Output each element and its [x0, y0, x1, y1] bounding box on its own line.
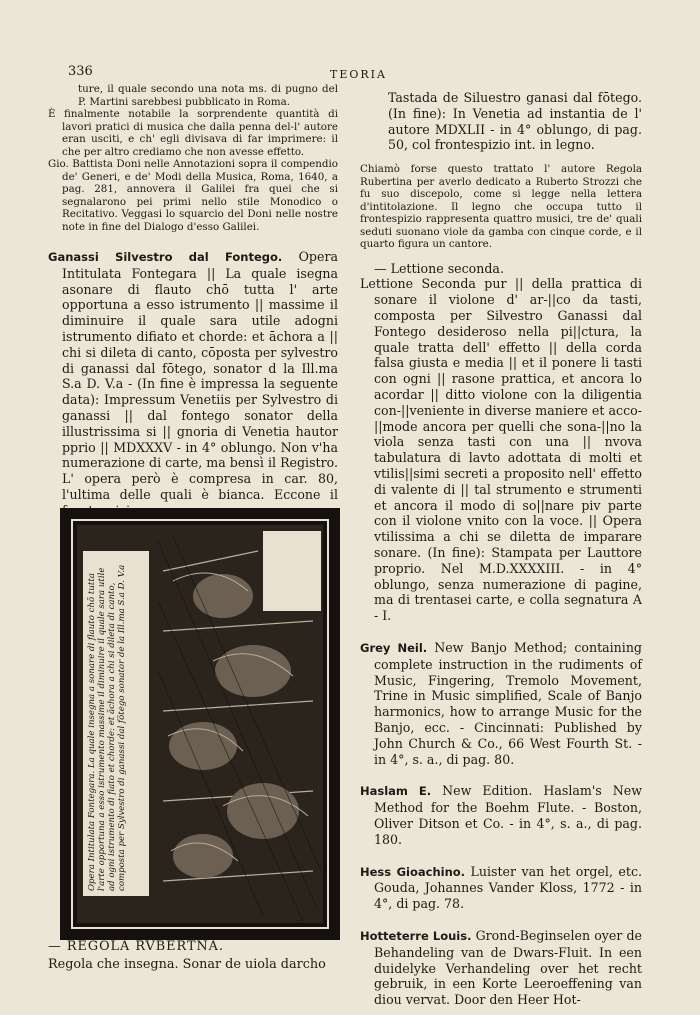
woodcut-caption	[48, 938, 338, 974]
entry-text: Luister van het orgel, etc. Gouda, Johannes Vander Kloss, 1772 - in 4°, di pag. 78.	[374, 863, 643, 912]
running-head: TEORIA	[330, 68, 387, 81]
entry-text: New Banjo Method; containing complete instruction in the rudiments of Music, Fingering, Tremolo Movement, Trine in Music simplified, Scale of Banjo harmonics, how to arrange Music for the Banjo, ecc. - Cincinnati: Published by John Church & Co., 66 West Fourth St. - in 4°, s. a., di pag. 80.	[374, 640, 642, 767]
banner-text-holder	[87, 555, 145, 891]
entry-ganassi	[48, 249, 338, 519]
entry-text: Opera Intitulata Fontegara || La quale isegna asonare di flauto chō tutta l' arte opportuna a esso istrumento || massime il diminuire il quale sara utile adogni istrumento difiato et chorde: et āchora a || chi si dileta di canto, cōposta per sylvestro di ganassi dal fōtego, sonator d la Ill.ma S.a D. V.a - (In fine è impressa la seguente data): Impressum Venetiis per Sylvestro di ganassi || dal fontego sonator della illustrissima si || gnoria di Venetia hautor pprio || MDXXXV - in 4° oblungo. Non v'ha numerazione di carte, ma bensì il Registro. L' opera però è compresa in car. 80, l'ultima delle quali è bianca. Eccone il	[62, 249, 338, 502]
entry-name: Ganassi Silvestro dal Fontego.	[48, 250, 283, 264]
caption-title: — REGOLA RVBERTNA.	[48, 939, 224, 954]
entry-grey	[360, 640, 642, 767]
note-paragraph: È finalmente notabile la sorprendente quantità di lavori pratici di musica che dalla penna del-l' autore eran usciti, e ch' egli divisava di far imprimere: il che per altro crediamo che non avesse effetto.	[48, 108, 338, 158]
left-column	[48, 83, 338, 519]
entry-name: Haslam E.	[360, 784, 432, 799]
right-column	[360, 90, 642, 1008]
entry-text: New Edition. Haslam's New Method for the Boehm Flute. - Boston, Oliver Ditson et Co. - in 4°, s. a., di pag. 180.	[374, 783, 642, 847]
entry-hotteterre	[360, 928, 642, 1008]
page-number: 336	[68, 64, 93, 79]
dedication-box	[263, 531, 321, 611]
entry-text: Grond-Beginselen oyer de Behandeling van de Dwars-Fluit. In een duidelyke Verhandeling over het recht gebruik, in een Korte Leeroeffening van diou vervat. Door den Heer Hot-	[374, 927, 642, 1008]
note-doni: Gio. Battista Doni nelle Annotazioni sopra il compendio de' Generi, e de' Modi della Musica, Roma, 1640, a pag. 281, annovera il Galilei fra quei che si segnalarono pei primi nello stile Monodico o Recitativo. Veggasi lo squarcio del Doni nelle nostre note in fine del Dialogo d'esso Galilei.	[48, 158, 338, 233]
note-continuation: ture, il quale secondo una nota ms. di pugno del P. Martini sarebbesi pubblicato in Roma.	[78, 83, 338, 108]
entry-name: Grey Neil.	[360, 641, 428, 656]
entry-hess	[360, 864, 642, 912]
frontispiece-woodcut	[60, 508, 340, 940]
banner-text: Opera Intitulata Fontegara. La quale insegna a sonare di flauto chō tutta l'arte opportuna a esso istrumento massime il diminuire il quale sara utile ad ogni istrumento di fiato et chorde: et āchora a chi si dileta di canto, composta per Sylvestro di ganassi dal fōtego sonator de la Ill.ma S.a D. V.a	[87, 564, 127, 891]
lettione-entry: Lettione Seconda pur || della prattica di sonare il violone d' ar-||co da tasti, composta per Silvestro Ganassi dal Fontego desideroso nella pi||ctura, la quale tratta dell' effetto || della corda falsa giusta e media || et il ponere li tasti con ogni || rasone prattica, et ancora lo acordar || ditto violone con la diligentia con-||veniente in diverse maniere et acco-||mode ancora per quelli che sona-||no la viola senza tasti con una || nvova tabulatura di lavto adottata di molti et vtilis||simi secreti a proposito nell' effetto di valente di || tal strumento e strumenti et ancora il modo di so||nare piv parte con il violone vnito con la voce. || Opera vtilissima a chi se diletta de imparare sonare. (In fine): Stampata per Lauttore proprio. Nel M.D.XXXXIII. - in 4° oblungo, senza numerazione di pagine, ma di trentasei carte, e colla segnatura A - I.	[360, 276, 642, 624]
lettione-heading: — Lettione seconda.	[374, 260, 504, 276]
entry-name: Hess Gioachino.	[360, 864, 466, 879]
entry-haslam	[360, 783, 642, 847]
caption-line: Regola che insegna. Sonar de uiola darcho	[48, 957, 326, 972]
chiamo-note: Chiamò forse questo trattato l' autore Regola Rubertina per averlo dedicato a Ruberto Strozzi che fu suo discepolo, come si legge nella lettera d'intitolazione. Il legno che occupa tutto il frontespizio rappresenta quattro musici, tre de' quali seduti suonano viole da gamba con cinque corde, e il quarto figura un cantore.	[360, 163, 642, 251]
entry-name: Hotteterre Louis.	[360, 928, 472, 943]
tastada-entry: Tastada de Siluestro ganasi dal fōtego. (In fine): In Venetia ad instantia de l' autore MDXLII - in 4° oblungo, di pag. 50, col frontespizio int. in legno.	[388, 90, 642, 153]
